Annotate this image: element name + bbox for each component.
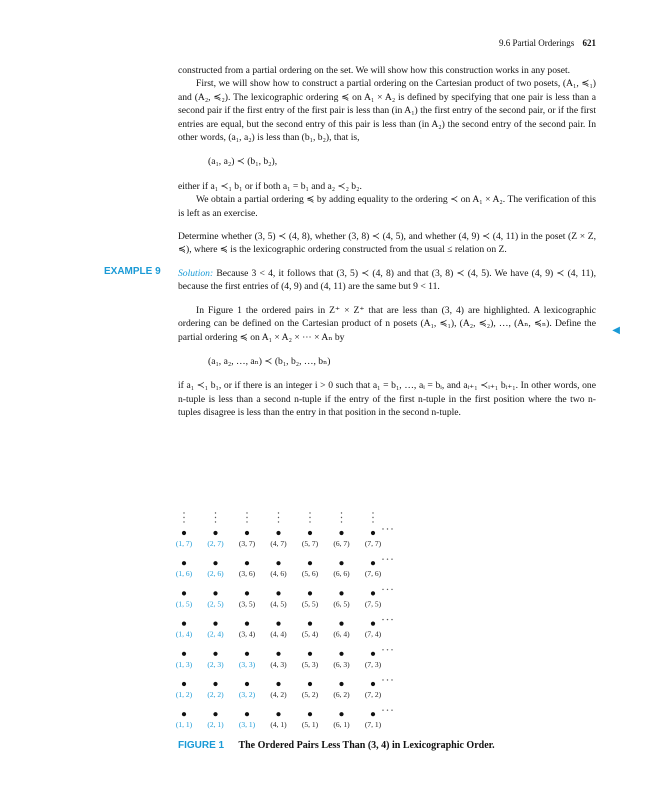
pair-label: (3, 7)	[238, 539, 256, 548]
lattice-point	[182, 712, 186, 716]
pair-label: (2, 4)	[207, 629, 224, 639]
lattice-point	[182, 531, 186, 535]
horizontal-ellipsis-dot	[387, 679, 388, 680]
paragraph-4: We obtain a partial ordering ≼ by adding equality to the ordering ≺ on A₁ × A₂. The verification of this is left as an exercise.	[178, 194, 596, 219]
pair-label: (4, 6)	[270, 569, 287, 579]
lattice-point	[371, 591, 375, 595]
vertical-ellipsis-dot	[309, 512, 310, 513]
paragraph-1: constructed from a partial ordering on the set. We will show how this construction works in any poset.	[178, 65, 571, 76]
lattice-point	[276, 652, 280, 656]
pair-label: (1, 5)	[175, 599, 193, 609]
vertical-ellipsis-dot	[246, 521, 247, 522]
lattice-point	[371, 712, 375, 716]
figure-label: FIGURE 1	[178, 740, 225, 751]
lattice-point	[339, 531, 343, 535]
lattice-point	[213, 561, 217, 565]
lattice-point	[276, 591, 280, 595]
lattice-point	[371, 622, 375, 626]
lattice-point	[213, 682, 217, 686]
vertical-ellipsis-dot	[341, 521, 342, 522]
vertical-ellipsis-dot	[183, 517, 184, 518]
pair-label: (2, 2)	[207, 690, 224, 699]
pair-label: (5, 2)	[301, 690, 319, 699]
lattice-point	[371, 531, 375, 535]
horizontal-ellipsis-dot	[391, 649, 392, 650]
pair-label: (7, 4)	[364, 629, 382, 639]
pair-label: (7, 5)	[364, 599, 382, 609]
horizontal-ellipsis-dot	[387, 619, 388, 620]
lattice-point	[182, 591, 186, 595]
paragraph-2: First, we will show how to construct a partial ordering on the Cartesian product of two posets, (A₁, ≼₁) and (A₂, ≼₂). The lexicographic ordering ≼ on A₁ × A₂ is defined by specifying that one pair is less than a second pair if the first entry of the first pair is less than (in A₁) the first entry of the second pair, or if the first entries are equal, but the second entry of this pair is less than (in A₂) the second entry of the second pair. In other words, (a₁, a₂) is less than (b₁, b₂), that is,	[178, 78, 596, 144]
paragraph-6: if a₁ ≺₁ b₁, or if there is an integer i > 0 such that a₁ = b₁, …, aᵢ = bᵢ, and aᵢ₊₁ ≺ᵢ₊₁ bᵢ₊₁. In other words, one n-tuple is less than a second n-tuple if the entry of the first n-tuple in the first position where the two n-tuples disagree is less than the entry in that position in the second n-tuple.	[178, 380, 596, 419]
pair-label: (2, 5)	[207, 599, 224, 609]
lattice-point	[245, 652, 249, 656]
horizontal-ellipsis-dot	[391, 710, 392, 711]
horizontal-ellipsis-dot	[387, 559, 388, 560]
lattice-point	[213, 712, 217, 716]
end-of-example-icon: ◀	[612, 325, 620, 336]
lattice-point	[213, 622, 217, 626]
pair-label: (1, 3)	[175, 659, 193, 669]
pair-label: (2, 3)	[207, 659, 224, 669]
pair-label: (1, 7)	[175, 539, 193, 548]
horizontal-ellipsis-dot	[382, 710, 383, 711]
pair-label: (6, 4)	[333, 629, 350, 639]
lattice-point	[276, 561, 280, 565]
vertical-ellipsis-dot	[341, 512, 342, 513]
pair-label: (7, 1)	[364, 720, 382, 730]
solution-label: Solution:	[178, 267, 214, 279]
pair-label: (4, 1)	[270, 720, 287, 730]
vertical-ellipsis-dot	[246, 517, 247, 518]
pair-label: (1, 2)	[175, 690, 193, 699]
vertical-ellipsis-dot	[215, 517, 216, 518]
vertical-ellipsis-dot	[309, 521, 310, 522]
vertical-ellipsis-dot	[341, 517, 342, 518]
pair-label: (5, 5)	[301, 599, 319, 609]
vertical-ellipsis-dot	[372, 512, 373, 513]
vertical-ellipsis-dot	[278, 512, 279, 513]
lattice-point	[245, 682, 249, 686]
lattice-point	[339, 591, 343, 595]
page-number: 621	[582, 38, 596, 48]
vertical-ellipsis-dot	[372, 521, 373, 522]
lattice-point	[182, 622, 186, 626]
pair-label: (3, 2)	[238, 690, 256, 699]
horizontal-ellipsis-dot	[382, 528, 383, 529]
pair-label: (4, 3)	[270, 659, 287, 669]
solution-text: Because 3 < 4, it follows that (3, 5) ≺ (4, 8) and that (3, 8) ≺ (4, 5). We have (4, 9) ≺ (4, 11), because the first entries of (4, 9) and (4, 11) are the same but 9 < 11.	[178, 267, 597, 293]
pair-label: (3, 5)	[238, 599, 256, 609]
pair-label: (2, 7)	[207, 539, 224, 548]
pair-label: (3, 3)	[238, 659, 256, 669]
pair-label: (2, 1)	[207, 720, 224, 730]
pair-label: (3, 1)	[238, 720, 256, 730]
vertical-ellipsis-dot	[278, 521, 279, 522]
vertical-ellipsis-dot	[215, 512, 216, 513]
pair-label: (6, 5)	[333, 599, 350, 609]
lattice-point	[276, 712, 280, 716]
vertical-ellipsis-dot	[215, 521, 216, 522]
lattice-point	[339, 622, 343, 626]
pair-label: (7, 6)	[364, 569, 382, 579]
horizontal-ellipsis-dot	[382, 679, 383, 680]
pair-label: (6, 2)	[333, 690, 350, 699]
horizontal-ellipsis-dot	[391, 589, 392, 590]
pair-label: (6, 6)	[333, 569, 350, 579]
lattice-point	[276, 622, 280, 626]
pair-label: (3, 4)	[238, 629, 256, 639]
horizontal-ellipsis-dot	[382, 589, 383, 590]
horizontal-ellipsis-dot	[391, 528, 392, 529]
horizontal-ellipsis-dot	[382, 559, 383, 560]
figure-caption-text: The Ordered Pairs Less Than (3, 4) in Lexicographic Order.	[238, 740, 495, 751]
pair-label: (1, 6)	[175, 569, 193, 579]
pair-label: (4, 4)	[270, 629, 287, 639]
lattice-point	[339, 712, 343, 716]
pair-label: (4, 2)	[270, 690, 287, 699]
running-header	[499, 38, 596, 48]
horizontal-ellipsis-dot	[391, 679, 392, 680]
pair-label: (4, 7)	[270, 539, 287, 548]
figure-caption	[178, 740, 495, 751]
horizontal-ellipsis-dot	[387, 649, 388, 650]
lattice-point	[245, 712, 249, 716]
vertical-ellipsis-dot	[372, 517, 373, 518]
lattice-point	[245, 561, 249, 565]
pair-label: (6, 1)	[333, 720, 350, 730]
pair-label: (5, 1)	[301, 720, 319, 730]
vertical-ellipsis-dot	[309, 517, 310, 518]
main-text	[178, 64, 596, 420]
horizontal-ellipsis-dot	[382, 649, 383, 650]
display-equation-2: (a₁, a₂, …, aₙ) ≺ (b₁, b₂, …, bₙ)	[208, 355, 331, 367]
lattice-point	[182, 652, 186, 656]
lattice-point	[276, 682, 280, 686]
lattice-point	[308, 591, 312, 595]
lattice-point	[245, 591, 249, 595]
lattice-point	[308, 682, 312, 686]
paragraph-5: In Figure 1 the ordered pairs in Z⁺ × Z⁺ that are less than (3, 4) are highlighted. A lexicographic ordering can be defined on the Cartesian product of n posets (A₁, ≼₁), (A₂, ≼₂), …, (Aₙ, ≼ₙ). Define the partial ordering ≼ on A₁ × A₂ × ⋯ × Aₙ by	[178, 304, 596, 343]
pair-label: (4, 5)	[270, 599, 287, 609]
pair-label: (5, 4)	[301, 629, 319, 639]
lattice-point	[371, 561, 375, 565]
pair-label: (3, 6)	[238, 569, 256, 579]
vertical-ellipsis-dot	[278, 517, 279, 518]
pair-label: (7, 7)	[364, 539, 382, 548]
paragraph-3: either if a₁ ≺₁ b₁ or if both a₁ = b₁ and a₂ ≺₂ b₂.	[178, 180, 362, 192]
vertical-ellipsis-dot	[246, 512, 247, 513]
horizontal-ellipsis-dot	[382, 619, 383, 620]
lattice-point	[308, 531, 312, 535]
pair-label: (5, 6)	[301, 569, 319, 579]
vertical-ellipsis-dot	[183, 521, 184, 522]
pair-label: (1, 1)	[175, 720, 193, 730]
lattice-point	[339, 652, 343, 656]
pair-label: (5, 3)	[301, 659, 319, 669]
lattice-point	[339, 561, 343, 565]
section-title: 9.6 Partial Orderings	[499, 38, 575, 48]
horizontal-ellipsis-dot	[391, 559, 392, 560]
horizontal-ellipsis-dot	[391, 619, 392, 620]
vertical-ellipsis-dot	[183, 512, 184, 513]
lattice-point	[308, 561, 312, 565]
horizontal-ellipsis-dot	[387, 710, 388, 711]
pair-label: (6, 7)	[333, 539, 350, 548]
example-text: Determine whether (3, 5) ≺ (4, 8), whether (3, 8) ≺ (4, 5), and whether (4, 9) ≺ (4, 11) in the poset (Z × Z, ≼), where ≼ is the lexicographic ordering constructed from the usual ≤ relation on Z.	[178, 231, 596, 256]
lattice-point	[339, 682, 343, 686]
lattice-point	[213, 652, 217, 656]
lattice-point	[245, 531, 249, 535]
pair-label: (7, 2)	[364, 690, 382, 699]
lattice-point	[308, 712, 312, 716]
pair-label: (6, 3)	[333, 659, 350, 669]
lattice-point	[182, 561, 186, 565]
lattice-point	[213, 531, 217, 535]
horizontal-ellipsis-dot	[387, 528, 388, 529]
lattice-point	[245, 622, 249, 626]
pair-label: (2, 6)	[207, 569, 224, 579]
lattice-point	[308, 652, 312, 656]
pair-label: (1, 4)	[175, 629, 193, 639]
example-label: EXAMPLE 9	[104, 266, 161, 277]
lattice-point	[182, 682, 186, 686]
lattice-point	[371, 652, 375, 656]
lattice-point	[308, 622, 312, 626]
pair-label: (7, 3)	[364, 659, 382, 669]
solution	[178, 267, 596, 294]
lattice-point	[213, 591, 217, 595]
horizontal-ellipsis-dot	[387, 589, 388, 590]
display-equation-1: (a₁, a₂) ≺ (b₁, b₂),	[208, 156, 278, 168]
pair-label: (5, 7)	[301, 539, 319, 548]
lattice-point	[276, 531, 280, 535]
lattice-point	[371, 682, 375, 686]
